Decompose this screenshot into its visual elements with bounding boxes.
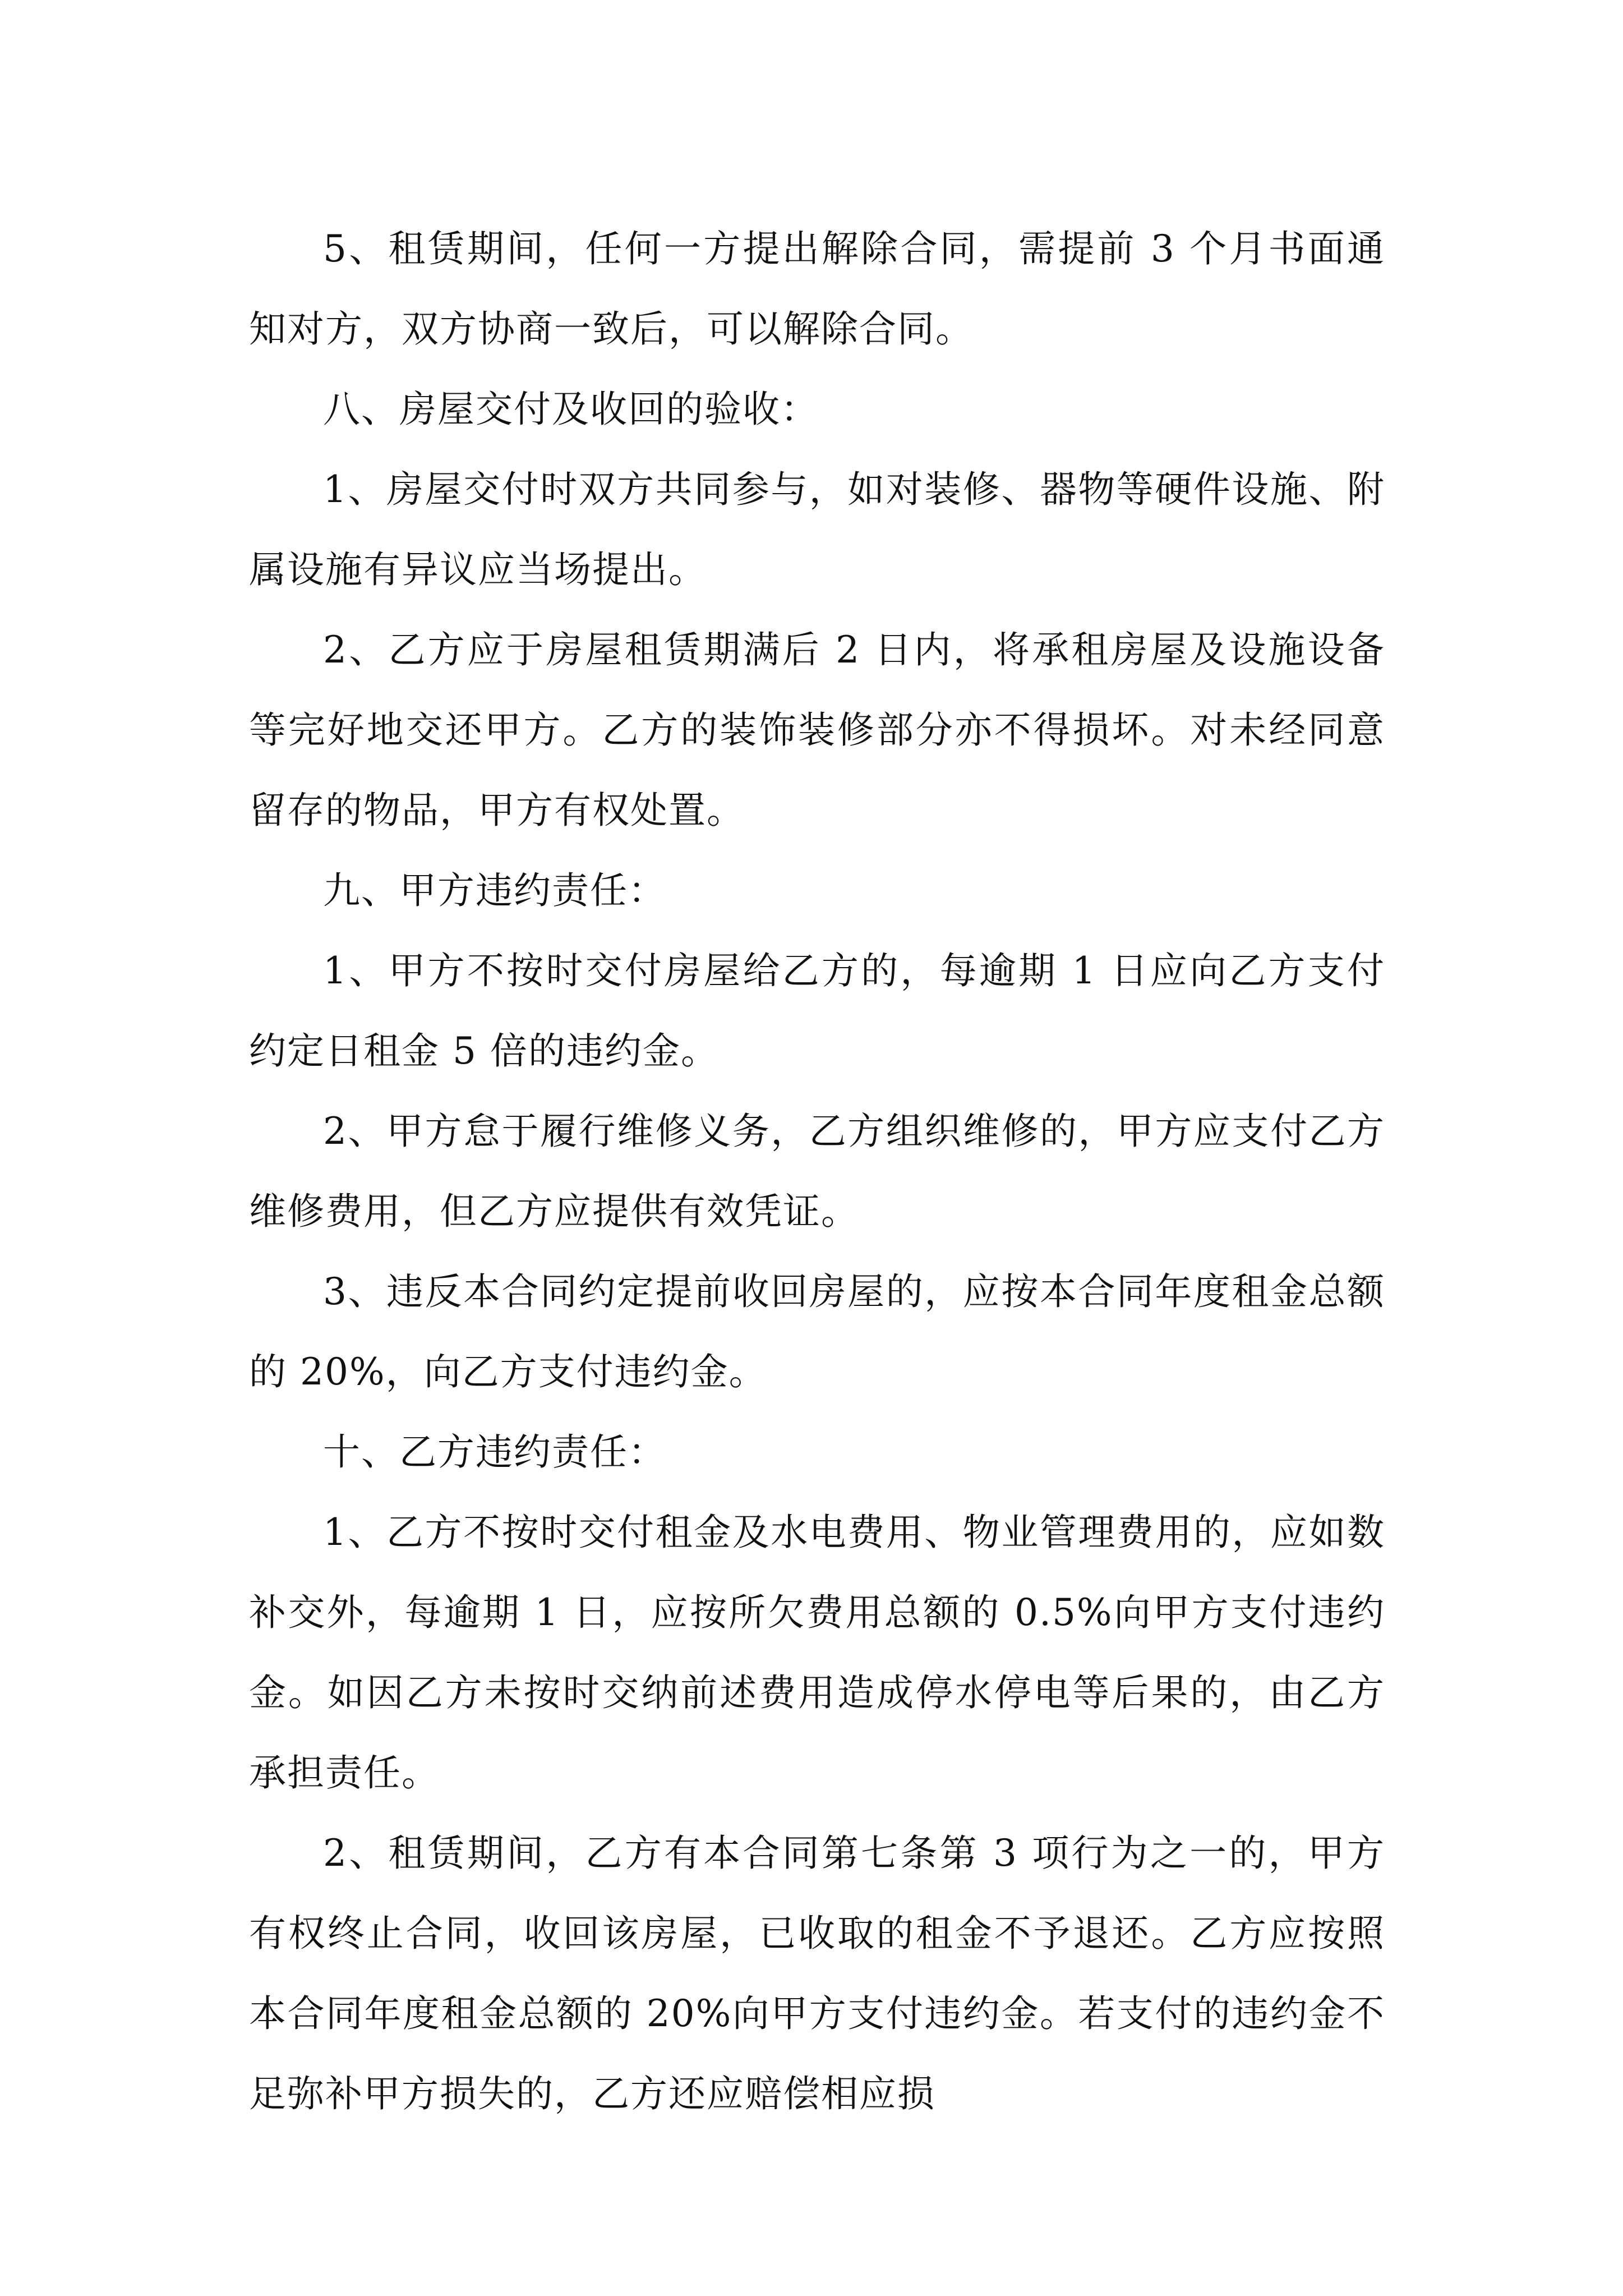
clause-early-repossession: 3、违反本合同约定提前收回房屋的，应按本合同年度租金总额的 20%，向乙方支付违约金。: [249, 1270, 1385, 1393]
clause-termination-notice: 5、租赁期间，任何一方提出解除合同，需提前 3 个月书面通知对方，双方协商一致后，可以解除合同。: [249, 227, 1385, 351]
document-body: [249, 209, 1385, 2134]
clause-late-payment-penalty: 1、乙方不按时交付租金及水电费用、物业管理费用的，应如数补交外，每逾期 1 日，应按所欠费用总额的 0.5%向甲方支付违约金。如因乙方未按时交纳前述费用造成停水停电等后果的，由乙方承担责任。: [249, 1511, 1385, 1795]
clause-return-of-premises: 2、乙方应于房屋租赁期满后 2 日内，将承租房屋及设施设备等完好地交还甲方。乙方的装饰装修部分亦不得损坏。对未经同意留存的物品，甲方有权处置。: [249, 628, 1385, 832]
clause-maintenance-failure: 2、甲方怠于履行维修义务，乙方组织维修的，甲方应支付乙方维修费用，但乙方应提供有效凭证。: [249, 1110, 1385, 1233]
section-heading-handover-inspection: 八、房屋交付及收回的验收：: [323, 388, 819, 431]
section-heading-party-a-liability: 九、甲方违约责任：: [323, 869, 666, 912]
clause-handover-joint-inspection: 1、房屋交付时双方共同参与，如对装修、器物等硬件设施、附属设施有异议应当场提出。: [249, 468, 1385, 591]
section-heading-party-b-liability: 十、乙方违约责任：: [323, 1430, 666, 1474]
clause-late-delivery-penalty: 1、甲方不按时交付房屋给乙方的，每逾期 1 日应向乙方支付约定日租金 5 倍的违约金。: [249, 949, 1385, 1073]
clause-termination-by-party-a: 2、租赁期间，乙方有本合同第七条第 3 项行为之一的，甲方有权终止合同，收回该房屋，已收取的租金不予退还。乙方应按照本合同年度租金总额的 20%向甲方支付违约金。若支付的违约金不足弥补甲方损失的，乙方还应赔偿相应损: [249, 1832, 1385, 2115]
